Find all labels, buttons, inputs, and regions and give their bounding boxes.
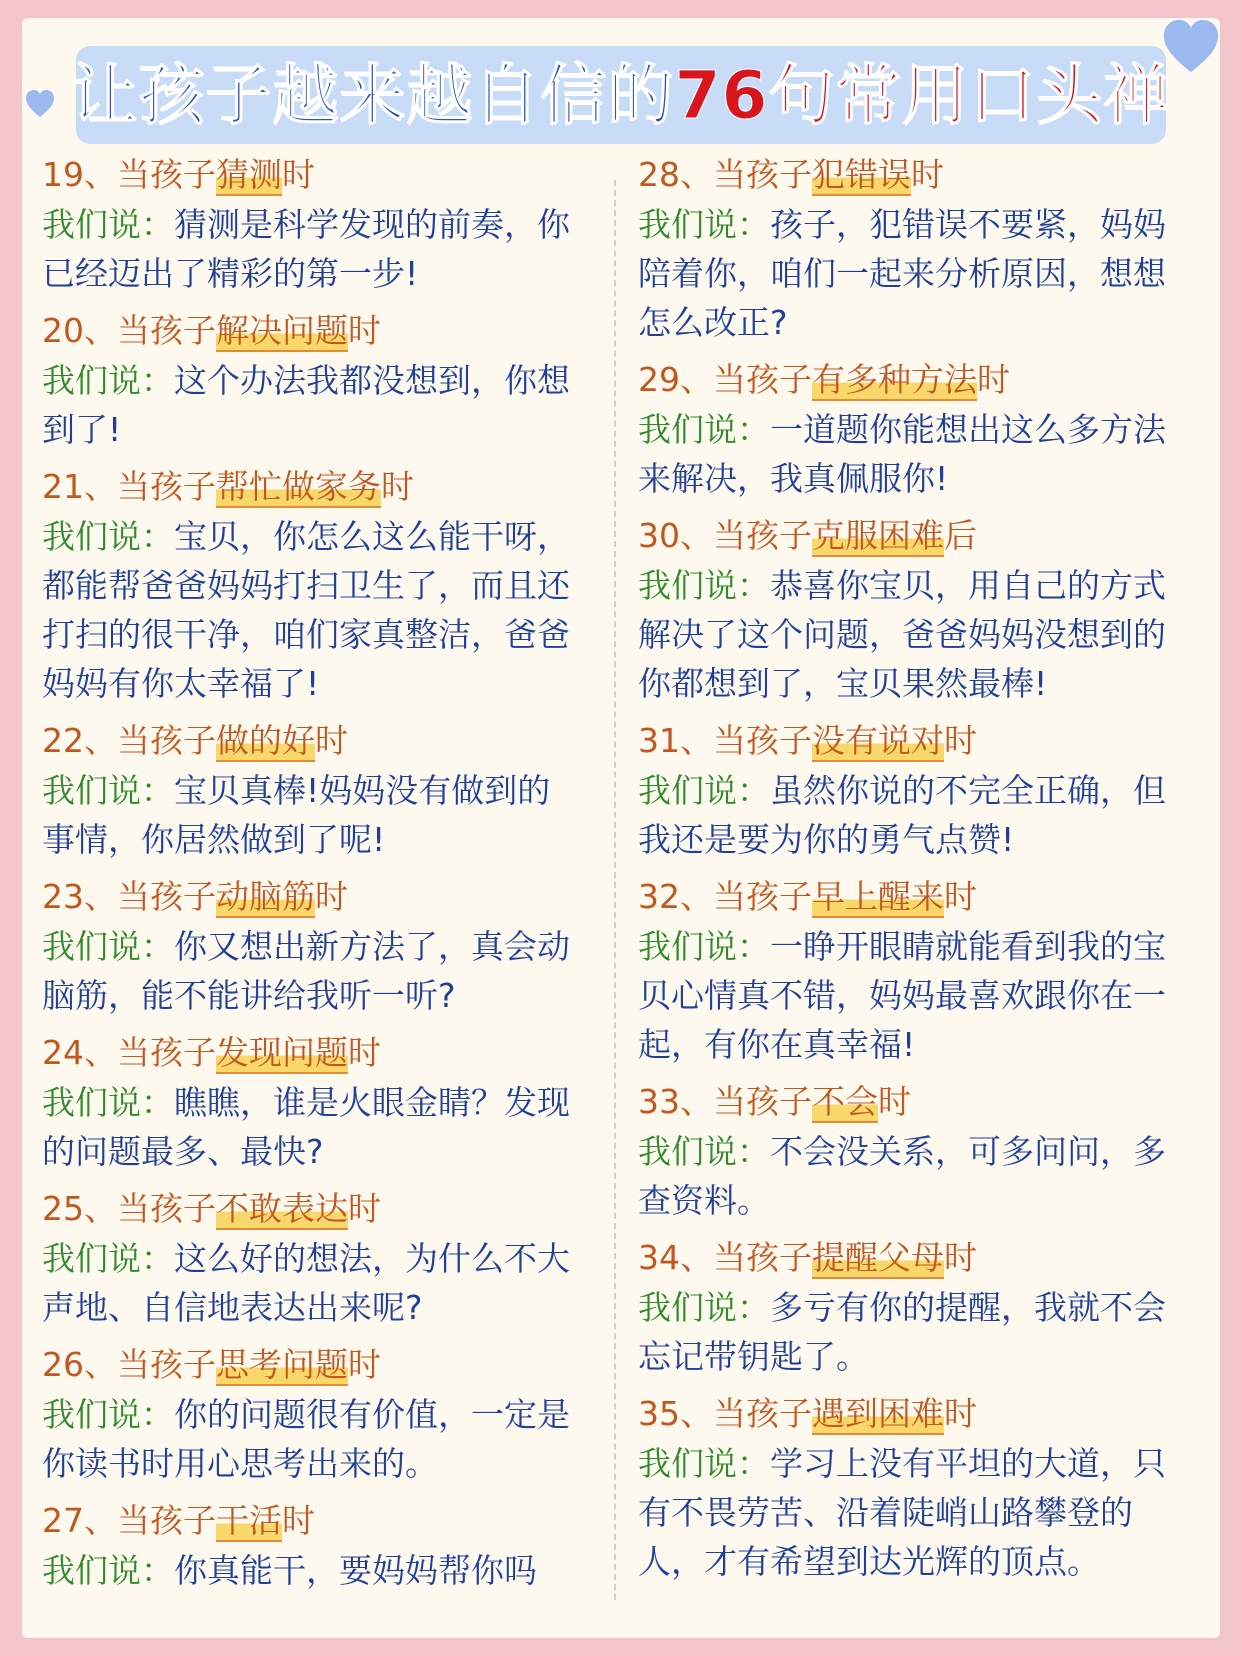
tip-number: 21、 [42, 467, 117, 506]
we-say-label: 我们说： [42, 927, 174, 966]
tip-heading [42, 150, 582, 200]
tip-response [638, 1127, 1178, 1225]
tip-prefix: 当孩子 [713, 155, 812, 194]
tip-item [638, 872, 1178, 1069]
tip-heading [638, 1233, 1178, 1283]
tip-keyword: 动脑筋 [216, 877, 315, 916]
tip-number: 32、 [638, 877, 713, 916]
page-title [60, 46, 1182, 146]
tip-prefix: 当孩子 [713, 360, 812, 399]
tip-text: 宝贝真棒!妈妈没有做到的事情，你居然做到了呢! [42, 771, 551, 859]
tip-item [42, 462, 582, 708]
tip-heading [42, 716, 582, 766]
tip-item [42, 1028, 582, 1176]
tip-heading [42, 1184, 582, 1234]
tip-number: 33、 [638, 1082, 713, 1121]
tip-response [638, 405, 1178, 503]
tip-prefix: 当孩子 [117, 721, 216, 760]
tip-number: 27、 [42, 1501, 117, 1540]
tip-text: 恭喜你宝贝，用自己的方式解决了这个问题，爸爸妈妈没想到的你都想到了，宝贝果然最棒! [638, 566, 1166, 703]
tip-response [638, 200, 1178, 347]
we-say-label: 我们说： [42, 205, 174, 244]
tip-suffix: 时 [348, 311, 381, 350]
tip-heading [638, 872, 1178, 922]
tip-keyword: 没有说对 [812, 721, 944, 760]
tip-keyword: 有多种方法 [812, 360, 977, 399]
right-column [638, 150, 1178, 1594]
tip-keyword: 不敢表达 [216, 1189, 348, 1228]
tip-heading [42, 1496, 582, 1546]
tip-heading [638, 511, 1178, 561]
tip-response [42, 200, 582, 298]
tip-prefix: 当孩子 [117, 1033, 216, 1072]
tip-number: 31、 [638, 721, 713, 760]
tip-text: 你又想出新方法了，真会动脑筋，能不能讲给我听一听? [42, 927, 570, 1015]
tip-keyword: 思考问题 [216, 1345, 348, 1384]
we-say-label: 我们说： [42, 1395, 174, 1434]
tip-heading [42, 462, 582, 512]
tip-number: 20、 [42, 311, 117, 350]
heart-icon [24, 88, 56, 120]
tip-item [638, 1233, 1178, 1381]
title-part-1: 让孩子越来越自信的 [71, 57, 675, 134]
tip-suffix: 时 [944, 1238, 977, 1277]
tip-heading [638, 355, 1178, 405]
tip-heading [42, 1028, 582, 1078]
tip-suffix: 时 [977, 360, 1010, 399]
we-say-label: 我们说： [42, 361, 174, 400]
title-part-2: 76句常用口头禅 [674, 57, 1171, 134]
tip-suffix: 时 [911, 155, 944, 194]
tip-number: 26、 [42, 1345, 117, 1384]
tip-prefix: 当孩子 [713, 1082, 812, 1121]
tip-item [638, 1389, 1178, 1586]
tip-text: 这么好的想法，为什么不大声地、自信地表达出来呢? [42, 1239, 570, 1327]
we-say-label: 我们说： [638, 410, 770, 449]
tip-keyword: 遇到困难 [812, 1394, 944, 1433]
tip-suffix: 时 [878, 1082, 911, 1121]
tip-suffix: 时 [944, 877, 977, 916]
tip-response [42, 766, 582, 864]
tip-number: 24、 [42, 1033, 117, 1072]
tip-prefix: 当孩子 [117, 155, 216, 194]
tip-heading [42, 306, 582, 356]
tip-response [42, 1234, 582, 1332]
tip-response [42, 1390, 582, 1488]
tip-item [638, 716, 1178, 864]
tip-heading [42, 872, 582, 922]
tip-number: 35、 [638, 1394, 713, 1433]
tip-keyword: 帮忙做家务 [216, 467, 381, 506]
tip-text: 学习上没有平坦的大道，只有不畏劳苦、沿着陡峭山路攀登的人，才有希望到达光辉的顶点。 [638, 1444, 1166, 1581]
tip-keyword: 提醒父母 [812, 1238, 944, 1277]
tip-number: 22、 [42, 721, 117, 760]
tip-number: 34、 [638, 1238, 713, 1277]
tip-item [42, 306, 582, 454]
tip-response [42, 922, 582, 1020]
tip-number: 23、 [42, 877, 117, 916]
tip-item [638, 511, 1178, 708]
tip-prefix: 当孩子 [713, 1238, 812, 1277]
tip-item [42, 872, 582, 1020]
we-say-label: 我们说： [42, 1083, 174, 1122]
we-say-label: 我们说： [638, 1444, 770, 1483]
we-say-label: 我们说： [638, 205, 770, 244]
tip-item [638, 355, 1178, 503]
tip-number: 29、 [638, 360, 713, 399]
tip-suffix: 时 [944, 1394, 977, 1433]
we-say-label: 我们说： [638, 771, 770, 810]
tip-text: 孩子，犯错误不要紧，妈妈陪着你，咱们一起来分析原因，想想怎么改正? [638, 205, 1166, 342]
tip-keyword: 干活 [216, 1501, 282, 1540]
tip-item [42, 1340, 582, 1488]
tip-suffix: 时 [315, 721, 348, 760]
tip-text: 你真能干，要妈妈帮你吗 [174, 1551, 537, 1590]
tip-number: 28、 [638, 155, 713, 194]
we-say-label: 我们说： [42, 1239, 174, 1278]
tip-heading [638, 716, 1178, 766]
tip-prefix: 当孩子 [117, 1345, 216, 1384]
tip-heading [638, 150, 1178, 200]
tip-text: 多亏有你的提醒，我就不会忘记带钥匙了。 [638, 1288, 1166, 1376]
tip-prefix: 当孩子 [117, 1501, 216, 1540]
tip-suffix: 时 [348, 1033, 381, 1072]
we-say-label: 我们说： [638, 1288, 770, 1327]
tip-prefix: 当孩子 [117, 1189, 216, 1228]
we-say-label: 我们说： [42, 1551, 174, 1590]
tip-keyword: 克服困难 [812, 516, 944, 555]
left-column [42, 150, 582, 1603]
column-divider [614, 180, 616, 1600]
tip-text: 瞧瞧，谁是火眼金睛？发现的问题最多、最快? [42, 1083, 570, 1171]
tip-keyword: 做的好 [216, 721, 315, 760]
tip-heading [42, 1340, 582, 1390]
tip-suffix: 时 [282, 1501, 315, 1540]
tip-text: 虽然你说的不完全正确，但我还是要为你的勇气点赞! [638, 771, 1166, 859]
tip-keyword: 发现问题 [216, 1033, 348, 1072]
tip-suffix: 时 [348, 1345, 381, 1384]
we-say-label: 我们说： [638, 1132, 770, 1171]
tip-response [638, 1283, 1178, 1381]
tip-item [638, 1077, 1178, 1225]
tip-keyword: 早上醒来 [812, 877, 944, 916]
tip-text: 宝贝，你怎么这么能干呀，都能帮爸爸妈妈打扫卫生了，而且还打扫的很干净，咱们家真整洁，爸爸妈妈有你太幸福了! [42, 517, 570, 703]
we-say-label: 我们说： [42, 771, 174, 810]
tip-heading [638, 1077, 1178, 1127]
tip-prefix: 当孩子 [117, 311, 216, 350]
tip-text: 你的问题很有价值，一定是你读书时用心思考出来的。 [42, 1395, 570, 1483]
tip-number: 25、 [42, 1189, 117, 1228]
tip-prefix: 当孩子 [713, 516, 812, 555]
tip-response [638, 1439, 1178, 1586]
tip-item [42, 150, 582, 298]
tip-response [638, 766, 1178, 864]
tip-prefix: 当孩子 [117, 467, 216, 506]
tip-keyword: 犯错误 [812, 155, 911, 194]
tip-prefix: 当孩子 [713, 1394, 812, 1433]
we-say-label: 我们说： [638, 566, 770, 605]
tip-text: 不会没关系，可多问问，多查资料。 [638, 1132, 1166, 1220]
tip-item [638, 150, 1178, 347]
tip-response [42, 356, 582, 454]
tip-text: 一睁开眼睛就能看到我的宝贝心情真不错，妈妈最喜欢跟你在一起，有你在真幸福! [638, 927, 1166, 1064]
tip-suffix: 时 [348, 1189, 381, 1228]
we-say-label: 我们说： [42, 517, 174, 556]
tip-response [42, 512, 582, 708]
tip-number: 19、 [42, 155, 117, 194]
tip-suffix: 时 [315, 877, 348, 916]
tip-heading [638, 1389, 1178, 1439]
tip-response [638, 922, 1178, 1069]
tip-item [42, 716, 582, 864]
we-say-label: 我们说： [638, 927, 770, 966]
tip-number: 30、 [638, 516, 713, 555]
tip-keyword: 解决问题 [216, 311, 348, 350]
tip-suffix: 后 [944, 516, 977, 555]
tip-keyword: 不会 [812, 1082, 878, 1121]
tip-response [638, 561, 1178, 708]
tip-suffix: 时 [381, 467, 414, 506]
tip-keyword: 猜测 [216, 155, 282, 194]
tip-text: 猜测是科学发现的前奏，你已经迈出了精彩的第一步! [42, 205, 570, 293]
tip-item [42, 1184, 582, 1332]
tip-prefix: 当孩子 [117, 877, 216, 916]
heart-icon [1160, 16, 1222, 78]
tip-item [42, 1496, 582, 1595]
tip-response [42, 1078, 582, 1176]
tip-suffix: 时 [944, 721, 977, 760]
tip-prefix: 当孩子 [713, 721, 812, 760]
tip-response [42, 1546, 582, 1595]
tip-text: 一道题你能想出这么多方法来解决，我真佩服你! [638, 410, 1166, 498]
tip-suffix: 时 [282, 155, 315, 194]
tip-prefix: 当孩子 [713, 877, 812, 916]
tip-text: 这个办法我都没想到，你想到了! [42, 361, 570, 449]
